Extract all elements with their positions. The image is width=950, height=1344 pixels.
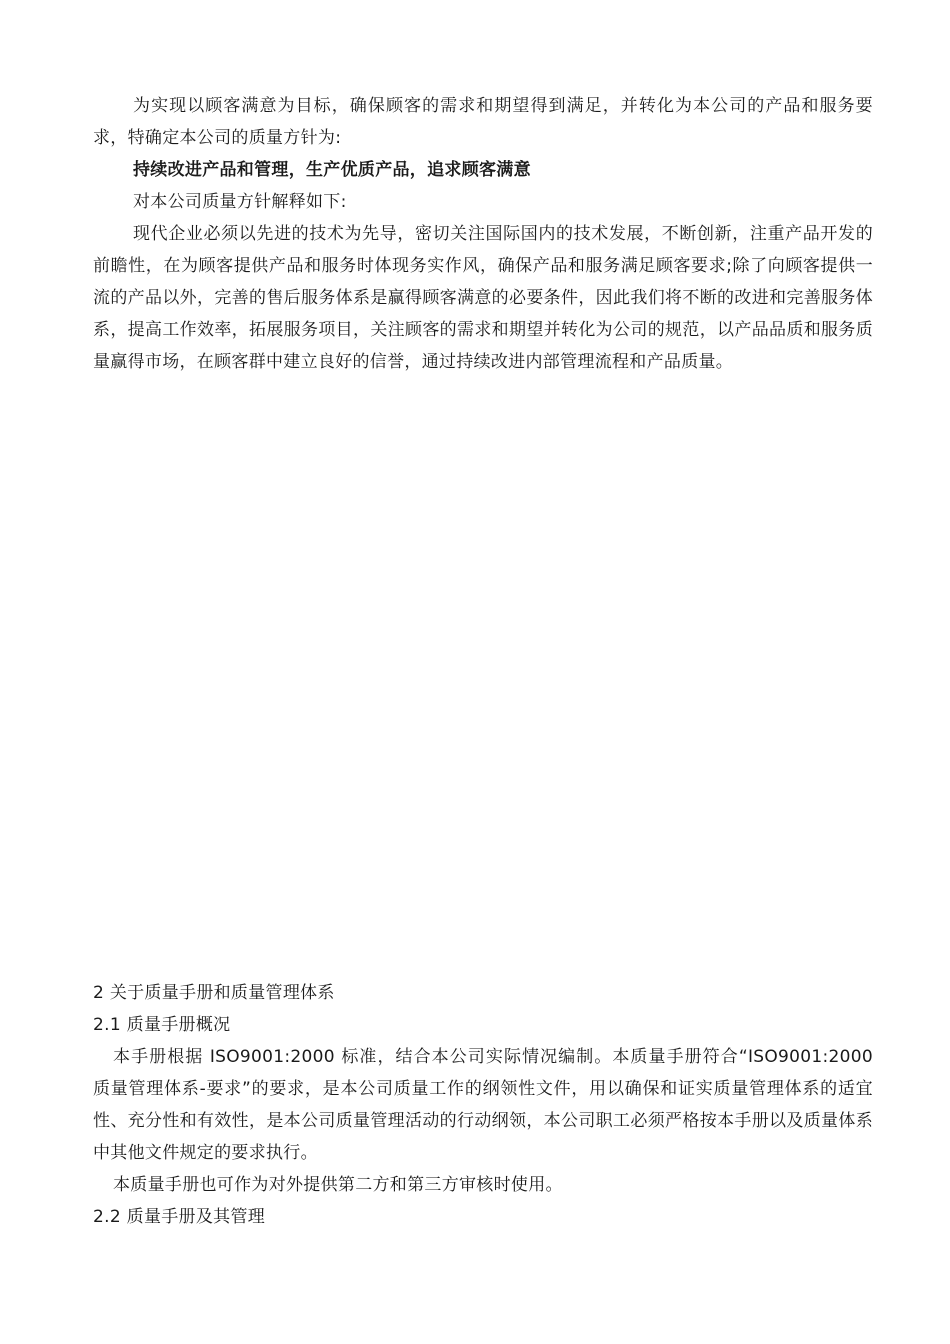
manual-overview-paragraph: 本手册根据 ISO9001:2000 标准，结合本公司实际情况编制。本质量手册符合“ISO9001:2000 质量管理体系-要求”的要求，是本公司质量工作的纲领性文件，用以确保和证实质量管理体系的适宜性、充分性和有效性，是本公司质量管理活动的行动纲领，本公司职工必须严格按本手册以及质量体系中其他文件规定的要求执行。	[93, 1047, 873, 1163]
policy-explanation-paragraph: 现代企业必须以先进的技术为先导，密切关注国际国内的技术发展，不断创新，注重产品开发的前瞻性，在为顾客提供产品和服务时体现务实作风，确保产品和服务满足顾客要求;除了向顾客提供一流的产品以外，完善的售后服务体系是赢得顾客满意的必要条件，因此我们将不断的改进和完善服务体系，提高工作效率，拓展服务项目，关注顾客的需求和期望并转化为公司的规范，以产品品质和服务质量赢得市场，在顾客群中建立良好的信誉，通过持续改进内部管理流程和产品质量。	[93, 224, 873, 372]
policy-explain-lead: 对本公司质量方针解释如下:	[133, 192, 347, 212]
quality-policy-statement: 持续改进产品和管理，生产优质产品，追求顾客满意	[133, 160, 531, 180]
quality-policy-section	[93, 90, 873, 378]
section-heading-2: 2 关于质量手册和质量管理体系	[93, 983, 335, 1003]
manual-usage-paragraph: 本质量手册也可作为对外提供第二方和第三方审核时使用。	[113, 1175, 563, 1195]
quality-manual-section	[93, 977, 873, 1233]
policy-intro-paragraph: 为实现以顾客满意为目标，确保顾客的需求和期望得到满足，并转化为本公司的产品和服务要求，特确定本公司的质量方针为:	[93, 96, 873, 148]
subsection-heading-2-1: 2.1 质量手册概况	[93, 1015, 231, 1035]
subsection-heading-2-2: 2.2 质量手册及其管理	[93, 1207, 266, 1227]
